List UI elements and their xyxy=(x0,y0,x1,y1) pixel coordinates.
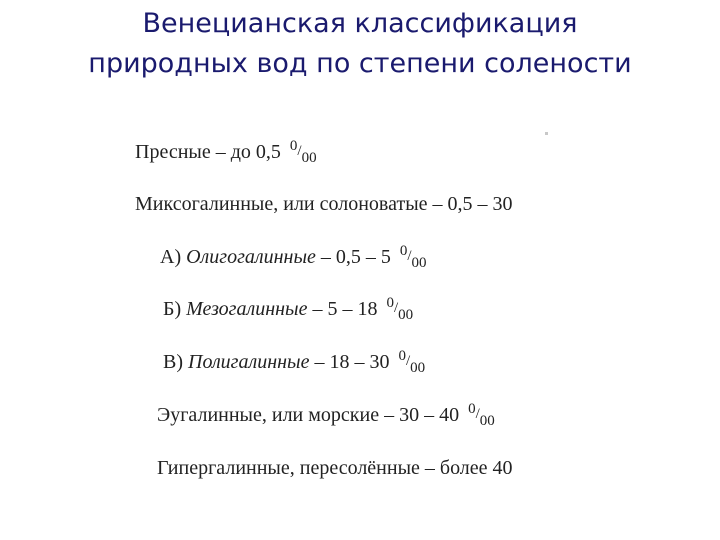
item-euhaline xyxy=(157,403,495,429)
item-value: – более 40 xyxy=(419,457,513,479)
title-line-2: природных вод по степени солености xyxy=(88,48,632,79)
item-name: Эугалинные, или морские xyxy=(157,404,380,426)
permille-unit: 0/00 xyxy=(386,295,414,323)
item-oligohaline xyxy=(160,245,427,271)
title-line-1: Венецианская классификация xyxy=(142,8,578,39)
permille-unit: 0/00 xyxy=(398,348,426,376)
item-name: Миксогалинные, или солоноватые xyxy=(135,193,428,215)
item-name: Олигогалинные xyxy=(186,246,316,268)
item-value: – 30 – 40 xyxy=(379,404,460,426)
item-value: – 18 – 30 xyxy=(309,351,390,373)
item-name: Мезогалинные xyxy=(186,298,308,320)
item-name: Полигалинные xyxy=(188,351,310,373)
scan-speck xyxy=(545,132,548,135)
item-value: – 0,5 – 30 xyxy=(427,193,513,215)
item-polyhaline xyxy=(163,350,425,376)
item-prefix: А) xyxy=(160,246,187,268)
permille-unit: 0/00 xyxy=(399,243,427,271)
permille-unit: 0/00 xyxy=(468,401,495,429)
item-prefix: Б) xyxy=(163,298,187,320)
item-prefix: В) xyxy=(163,351,188,373)
item-mesohaline xyxy=(163,297,413,323)
item-name: Пресные xyxy=(135,141,211,163)
item-value: – 5 – 18 xyxy=(307,298,378,320)
item-value: – до 0,5 xyxy=(210,141,281,163)
item-fresh xyxy=(135,140,317,166)
item-hyperhaline xyxy=(157,456,513,480)
item-mixohaline xyxy=(135,192,513,216)
item-name: Гипергалинные, пересолённые xyxy=(157,457,420,479)
slide-title xyxy=(0,4,720,84)
item-value: – 0,5 – 5 xyxy=(315,246,391,268)
permille-unit: 0/00 xyxy=(289,138,317,166)
